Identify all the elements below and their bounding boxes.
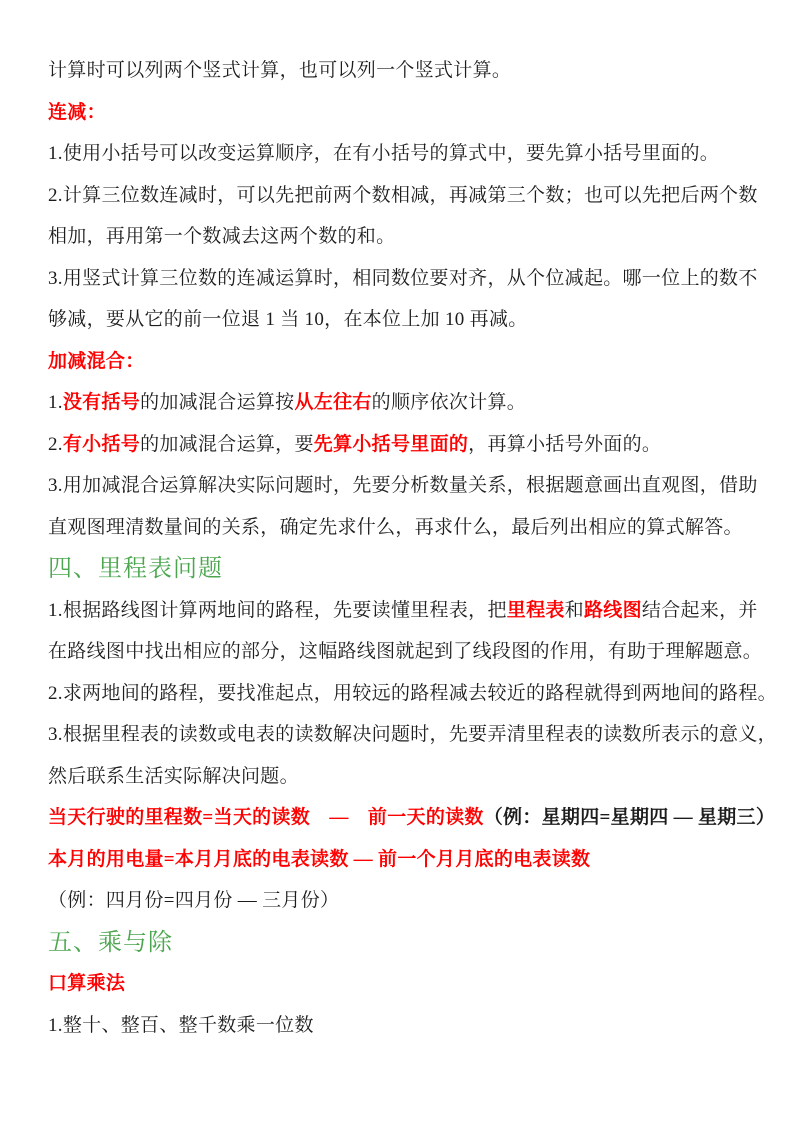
body-line — [48, 631, 763, 673]
body-line — [48, 133, 747, 175]
red-label — [48, 92, 747, 134]
text-segment: （例：星期四=星期四 — 星期三） — [483, 807, 776, 828]
text-segment: 从左往右 — [294, 392, 372, 413]
body-line — [48, 465, 758, 507]
text-segment: 3.根据里程表的读数或电表的读数解决问题时，先要弄清里程表的读数所表示的意义， — [48, 724, 777, 745]
text-segment: 的加减混合运算按 — [140, 392, 295, 413]
text-segment: 里程表 — [506, 599, 565, 621]
text-segment: 当天行驶的里程数=当天的读数 — 前一天的读数 — [48, 807, 484, 828]
text-segment: 没有括号 — [62, 392, 141, 413]
section-heading-4 — [48, 548, 747, 590]
body-line — [48, 299, 747, 341]
formula-line — [48, 797, 776, 839]
text-segment: 1. — [48, 392, 63, 413]
body-line — [48, 673, 777, 715]
body-line — [48, 590, 758, 632]
text-segment: 1.根据路线图计算两地间的路程，先要读懂里程表，把 — [48, 599, 507, 621]
body-line — [48, 424, 747, 466]
text-segment: 然后联系生活实际解决问题。 — [48, 765, 299, 787]
text-segment: 在路线图中找出相应的部分，这幅路线图就起到了线段图的作用，有助于理解题意。 — [48, 641, 763, 662]
text-segment: 够减，要从它的前一位退 1 当 10，在本位上加 10 再减。 — [48, 309, 528, 330]
text-segment: 先算小括号里面的 — [313, 433, 469, 455]
text-segment: 的顺序依次计算。 — [371, 392, 527, 413]
body-line — [48, 714, 777, 756]
text-lines-container — [48, 50, 777, 1046]
text-segment: 有小括号 — [62, 433, 141, 455]
text-segment: （例：四月份=四月份 — 三月份） — [48, 890, 340, 911]
text-segment: 结合起来，并 — [641, 599, 758, 621]
text-segment: 路线图 — [583, 599, 642, 621]
text-segment: 相加，再用第一个数减去这两个数的和。 — [48, 226, 396, 247]
text-segment: 3.用加减混合运算解决实际问题时，先要分析数量关系，根据题意画出直观图，借助 — [48, 475, 758, 496]
text-segment: ，再算小括号外面的。 — [468, 433, 662, 455]
text-segment: 连减： — [48, 101, 106, 123]
text-segment: 2.求两地间的路程，要找准起点，用较远的路程减去较近的路程就得到两地间的路程。 — [48, 682, 777, 704]
body-line — [48, 50, 747, 92]
text-segment: 计算时可以列两个竖式计算，也可以列一个竖式计算。 — [48, 60, 512, 81]
section-heading-5 — [48, 922, 747, 964]
body-line — [48, 1005, 747, 1047]
text-segment: 加减混合： — [48, 350, 145, 372]
text-segment: 口算乘法 — [48, 973, 126, 994]
body-line — [48, 258, 758, 300]
red-label — [48, 963, 747, 1005]
text-segment: 四、里程表问题 — [48, 555, 223, 582]
body-line — [48, 382, 747, 424]
text-segment: 2. — [48, 433, 63, 455]
body-line — [48, 880, 747, 922]
text-segment: 1.整十、整百、整千数乘一位数 — [48, 1014, 314, 1036]
body-line — [48, 175, 758, 217]
text-segment: 直观图理清数量间的关系，确定先求什么，再求什么，最后列出相应的算式解答。 — [48, 516, 743, 538]
text-segment: 五、乘与除 — [48, 928, 173, 956]
formula-line — [48, 839, 747, 881]
text-segment: 和 — [564, 599, 584, 621]
text-segment: 本月的用电量=本月月底的电表读数 — 前一个月月底的电表读数 — [48, 848, 591, 870]
text-segment: 的加减混合运算，要 — [140, 433, 314, 455]
body-line — [48, 216, 747, 258]
text-segment: 3.用竖式计算三位数的连减运算时，相同数位要对齐，从个位减起。哪一位上的数不 — [48, 267, 758, 289]
text-segment: 1.使用小括号可以改变运算顺序，在有小括号的算式中，要先算小括号里面的。 — [48, 143, 720, 164]
body-line — [48, 507, 747, 549]
text-segment: 2.计算三位数连减时，可以先把前两个数相减，再减第三个数；也可以先把后两个数 — [48, 184, 758, 206]
body-line — [48, 756, 747, 798]
red-label — [48, 341, 747, 383]
